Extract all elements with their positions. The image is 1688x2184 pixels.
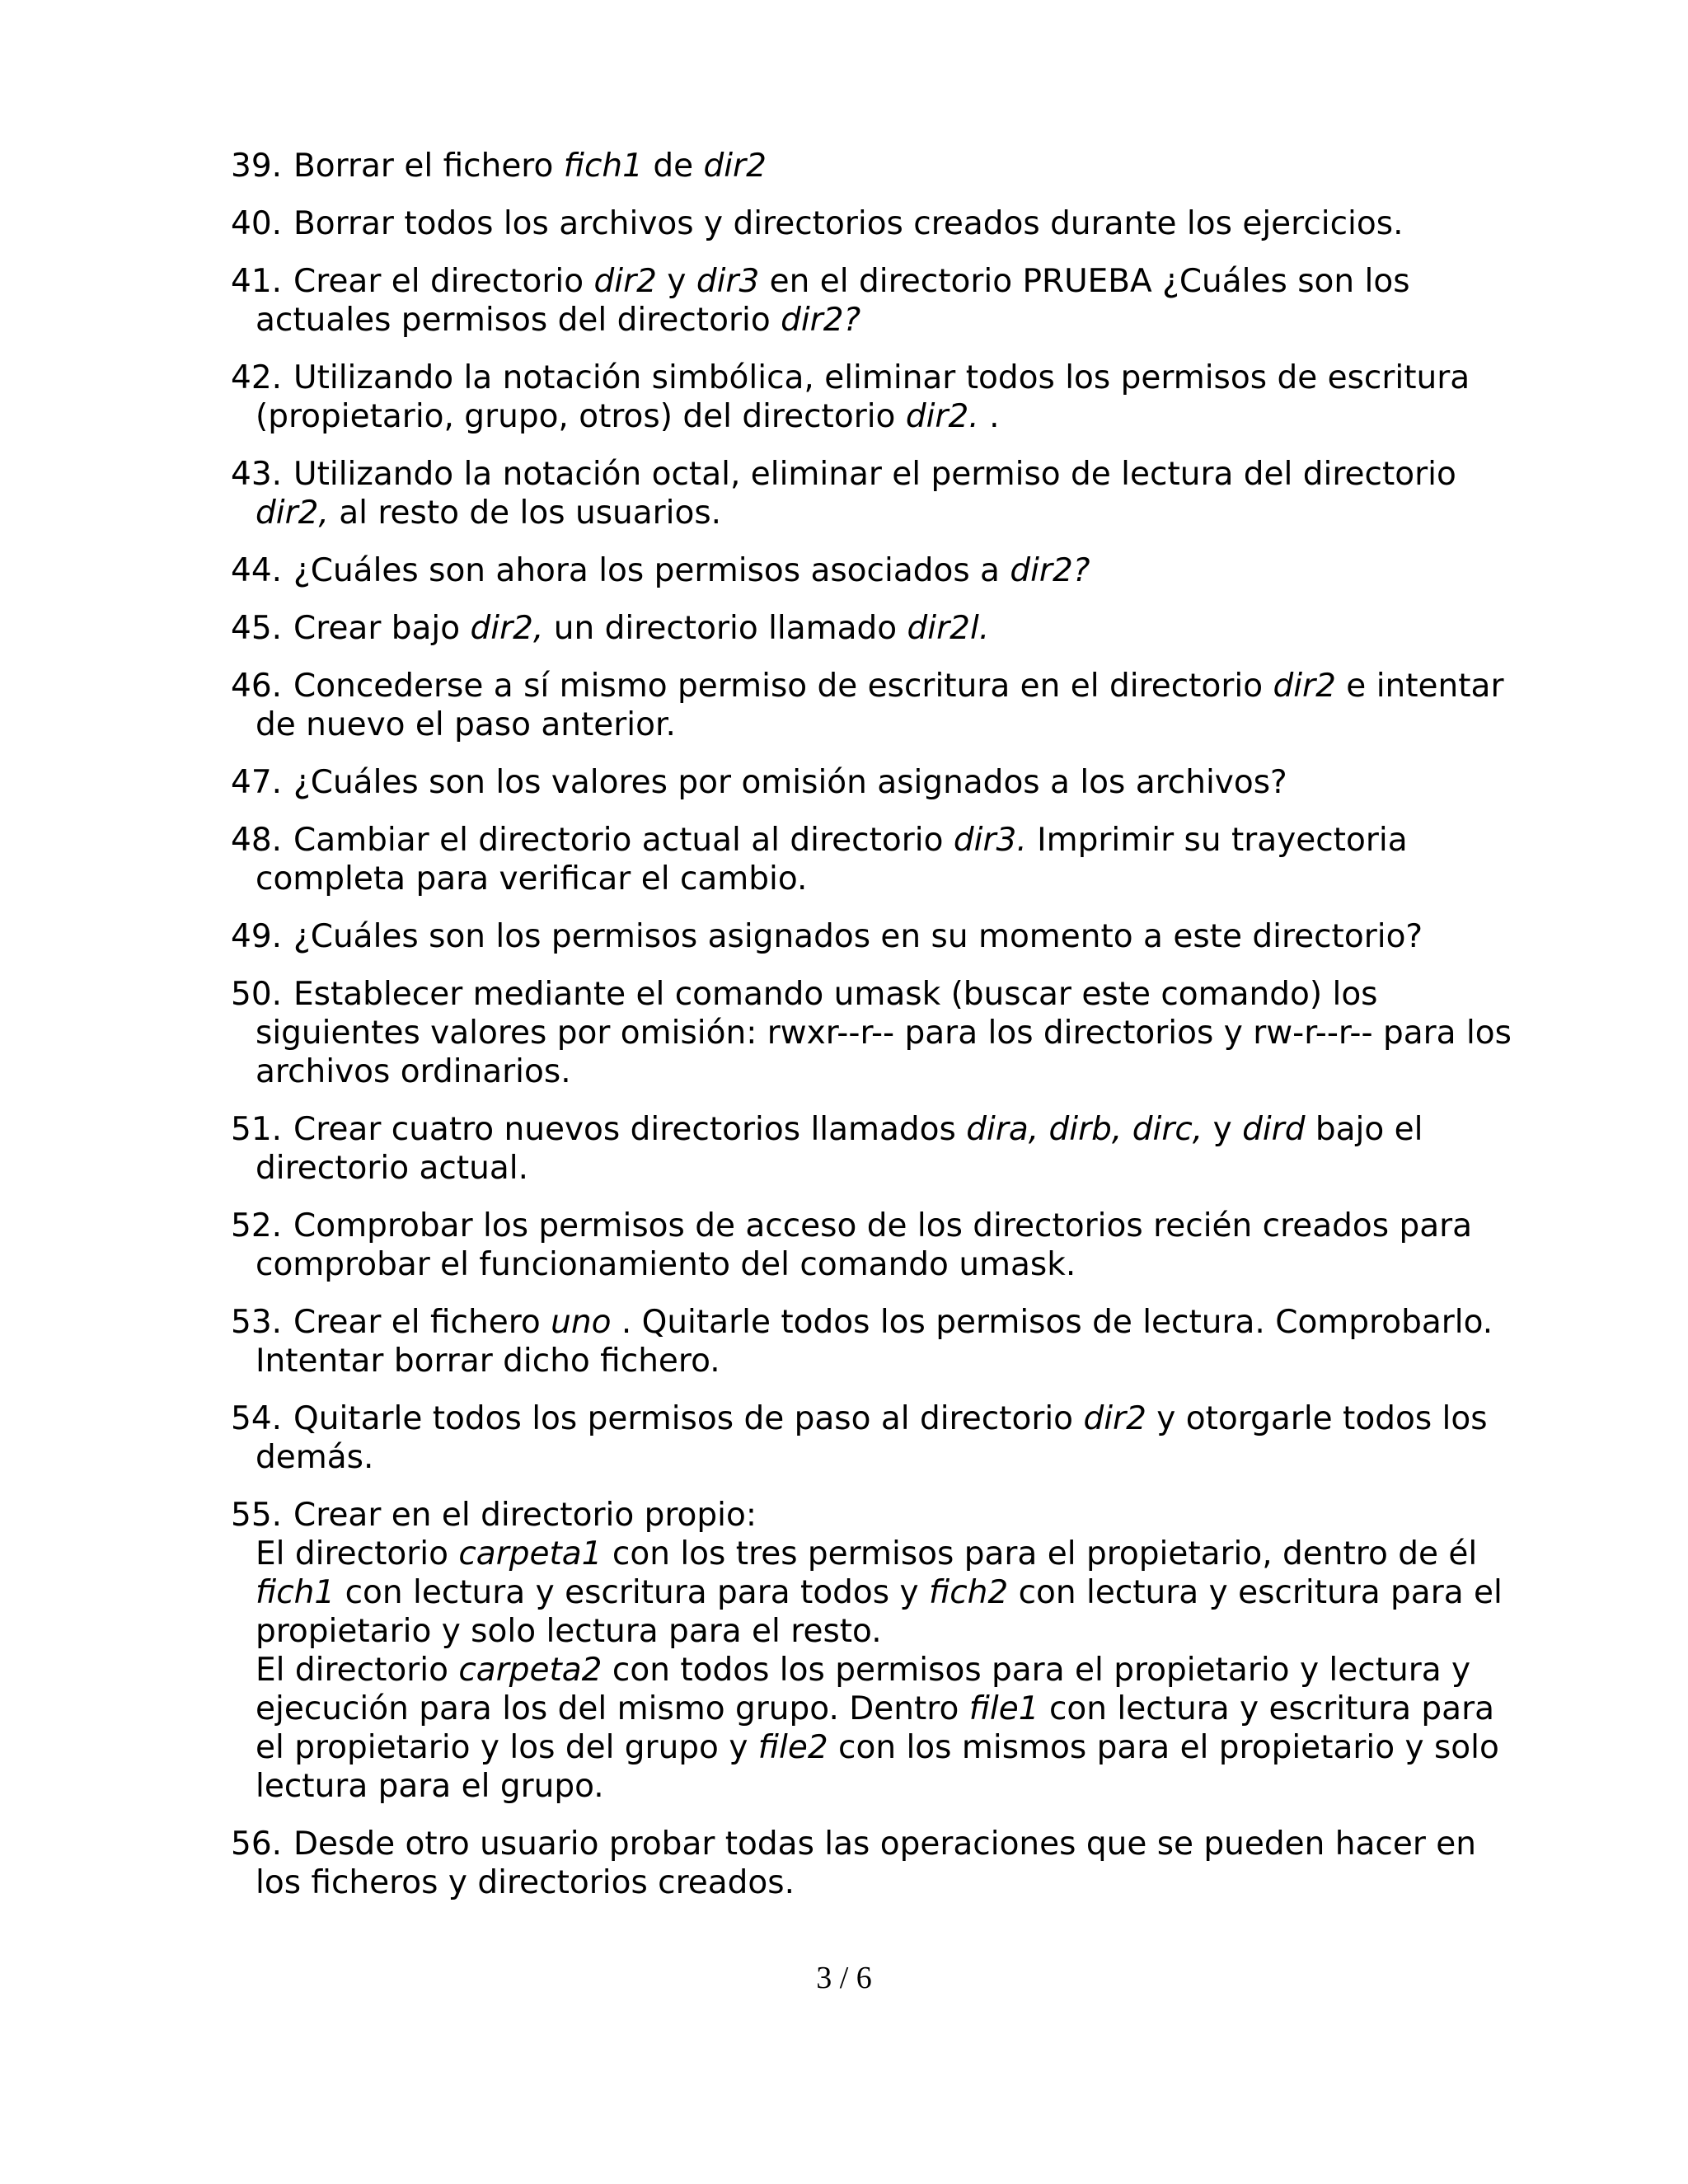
item-number: 51.: [231, 1111, 283, 1148]
page-number: 3 / 6: [816, 1961, 872, 1995]
italic-text: dir2: [593, 263, 657, 300]
list-item: [231, 667, 1517, 744]
item-text: [256, 1207, 1472, 1283]
item-number: 52.: [231, 1207, 283, 1244]
item-number: 42.: [231, 359, 283, 396]
list-item: [231, 455, 1517, 532]
item-number: 54.: [231, 1400, 283, 1437]
text-segment: Utilizando la notación simbólica, eliminar todos los permisos de escritura (propietario, grupo, otros) del directorio: [256, 359, 1470, 435]
item-text: [256, 1111, 1423, 1187]
italic-text: dir2: [1083, 1400, 1146, 1437]
list-item: [231, 147, 1517, 185]
italic-text: fich1: [563, 148, 643, 185]
item-number: 53.: [231, 1304, 283, 1341]
list-item: [231, 359, 1517, 436]
item-text: [256, 263, 1410, 339]
text-segment: al resto de los usuarios.: [328, 494, 722, 532]
italic-text: dir3.: [953, 822, 1027, 859]
text-segment: de: [642, 148, 704, 185]
italic-text: carpeta1: [458, 1535, 603, 1572]
text-segment: Crear en el directorio propio:: [293, 1497, 757, 1534]
text-segment: Utilizando la notación octal, eliminar el permiso de lectura del directorio: [293, 456, 1456, 493]
text-segment: Concederse a sí mismo permiso de escritura en el directorio: [293, 668, 1273, 705]
item-text: [293, 610, 989, 647]
list-item: [231, 1825, 1517, 1902]
italic-text: dir2: [1273, 668, 1336, 705]
text-segment: en el directorio PRUEBA ¿Cuáles son los actuales permisos del directorio: [256, 263, 1410, 339]
italic-text: dir2,: [256, 494, 329, 532]
item-text: [256, 668, 1503, 743]
item-text: [256, 1825, 1476, 1901]
item-text: [256, 456, 1456, 532]
text-segment: Crear el fichero: [293, 1304, 551, 1341]
item-number: 50.: [231, 976, 283, 1013]
text-segment: ¿Cuáles son ahora los permisos asociados a: [293, 552, 1010, 589]
list-item: [231, 609, 1517, 648]
italic-text: dira, dirb, dirc,: [966, 1111, 1203, 1148]
list-item: [231, 917, 1517, 956]
text-segment: Desde otro usuario probar todas las operaciones que se pueden hacer en los ficheros y directorios creados.: [256, 1825, 1476, 1901]
text-segment: El directorio: [256, 1652, 459, 1689]
text-segment: Borrar el fichero: [293, 148, 564, 185]
item-number: 56.: [231, 1825, 283, 1863]
text-segment: un directorio llamado: [543, 610, 907, 647]
item-text: [256, 1304, 1493, 1380]
italic-text: dir2?: [781, 302, 861, 339]
italic-text: file1: [968, 1690, 1039, 1727]
item-number: 40.: [231, 205, 283, 242]
italic-text: dird: [1242, 1111, 1306, 1148]
list-item: [231, 763, 1517, 802]
item-text: [256, 822, 1408, 898]
list-item: [231, 821, 1517, 898]
text-segment: con los mismos para el propietario y solo lectura para el grupo.: [256, 1729, 1499, 1805]
text-segment: ¿Cuáles son los permisos asignados en su momento a este directorio?: [293, 918, 1423, 955]
text-segment: e intentar de nuevo el paso anterior.: [256, 668, 1504, 743]
text-segment: y: [656, 263, 696, 300]
text-segment: y otorgarle todos los demás.: [256, 1400, 1488, 1476]
list-item: [231, 975, 1517, 1091]
italic-text: dir3: [696, 263, 760, 300]
item-text: [293, 205, 1403, 242]
list-item: [231, 1399, 1517, 1477]
text-segment: Crear bajo: [293, 610, 471, 647]
italic-text: fich2: [929, 1574, 1009, 1611]
text-segment: Borrar todos los archivos y directorios creados durante los ejercicios.: [293, 205, 1404, 242]
text-segment: Imprimir su trayectoria completa para verificar el cambio.: [256, 822, 1408, 898]
text-segment: con lectura y escritura para todos y: [335, 1574, 929, 1611]
text-segment: El directorio: [256, 1535, 459, 1572]
item-subparagraph: [256, 1535, 1517, 1651]
italic-text: file2: [757, 1729, 828, 1766]
text-segment: Establecer mediante el comando umask (buscar este comando) los siguientes valores por omisión: rwxr--r-- para los directorios y rw-r--r-- para los archivos ordinarios.: [256, 976, 1512, 1090]
text-segment: Crear cuatro nuevos directorios llamados: [293, 1111, 967, 1148]
list-item: [231, 1303, 1517, 1380]
item-number: 39.: [231, 148, 283, 185]
item-text: [293, 1497, 757, 1534]
item-number: 46.: [231, 668, 283, 705]
text-segment: .: [978, 398, 1000, 435]
item-text: [293, 148, 767, 185]
italic-text: dir2.: [905, 398, 979, 435]
text-segment: y: [1203, 1111, 1243, 1148]
item-text: [256, 359, 1470, 435]
italic-text: uno: [551, 1304, 612, 1341]
list-item: [231, 1207, 1517, 1284]
item-text: [256, 1400, 1488, 1476]
list-item: [231, 1110, 1517, 1188]
item-number: 47.: [231, 764, 283, 801]
item-number: 55.: [231, 1497, 283, 1534]
item-text: [293, 918, 1423, 955]
item-number: 49.: [231, 918, 283, 955]
item-number: 45.: [231, 610, 283, 647]
italic-text: carpeta2: [458, 1652, 603, 1689]
text-segment: con todos los permisos para el propietario y lectura y ejecución para los del mismo grupo. Dentro: [256, 1652, 1471, 1727]
text-segment: con los tres permisos para el propietario, dentro de él: [602, 1535, 1478, 1572]
list-item: [231, 551, 1517, 590]
list-item: [231, 262, 1517, 340]
item-text: [293, 552, 1090, 589]
italic-text: dir2: [703, 148, 767, 185]
text-segment: ¿Cuáles son los valores por omisión asignados a los archivos?: [293, 764, 1287, 801]
list-item: [231, 1496, 1517, 1806]
item-subparagraph: [256, 1651, 1517, 1806]
item-text: [293, 764, 1287, 801]
exercise-list: [231, 147, 1517, 1921]
item-number: 43.: [231, 456, 283, 493]
item-number: 44.: [231, 552, 283, 589]
text-segment: . Quitarle todos los permisos de lectura. Comprobarlo. Intentar borrar dicho fichero.: [256, 1304, 1493, 1380]
list-item: [231, 204, 1517, 243]
text-segment: Crear el directorio: [293, 263, 594, 300]
text-segment: con lectura y escritura para el propietario y los del grupo y: [256, 1690, 1495, 1766]
text-segment: con lectura y escritura para el propietario y solo lectura para el resto.: [256, 1574, 1503, 1650]
item-number: 41.: [231, 263, 283, 300]
item-text: [256, 976, 1512, 1090]
text-segment: Cambiar el directorio actual al directorio: [293, 822, 954, 859]
text-segment: bajo el directorio actual.: [256, 1111, 1423, 1187]
italic-text: dir2?: [1010, 552, 1090, 589]
text-segment: Quitarle todos los permisos de paso al directorio: [293, 1400, 1084, 1437]
italic-text: fich1: [256, 1574, 335, 1611]
italic-text: dir2,: [470, 610, 544, 647]
item-number: 48.: [231, 822, 283, 859]
text-segment: Comprobar los permisos de acceso de los directorios recién creados para comprobar el funcionamiento del comando umask.: [256, 1207, 1473, 1283]
italic-text: dir2l.: [907, 610, 990, 647]
